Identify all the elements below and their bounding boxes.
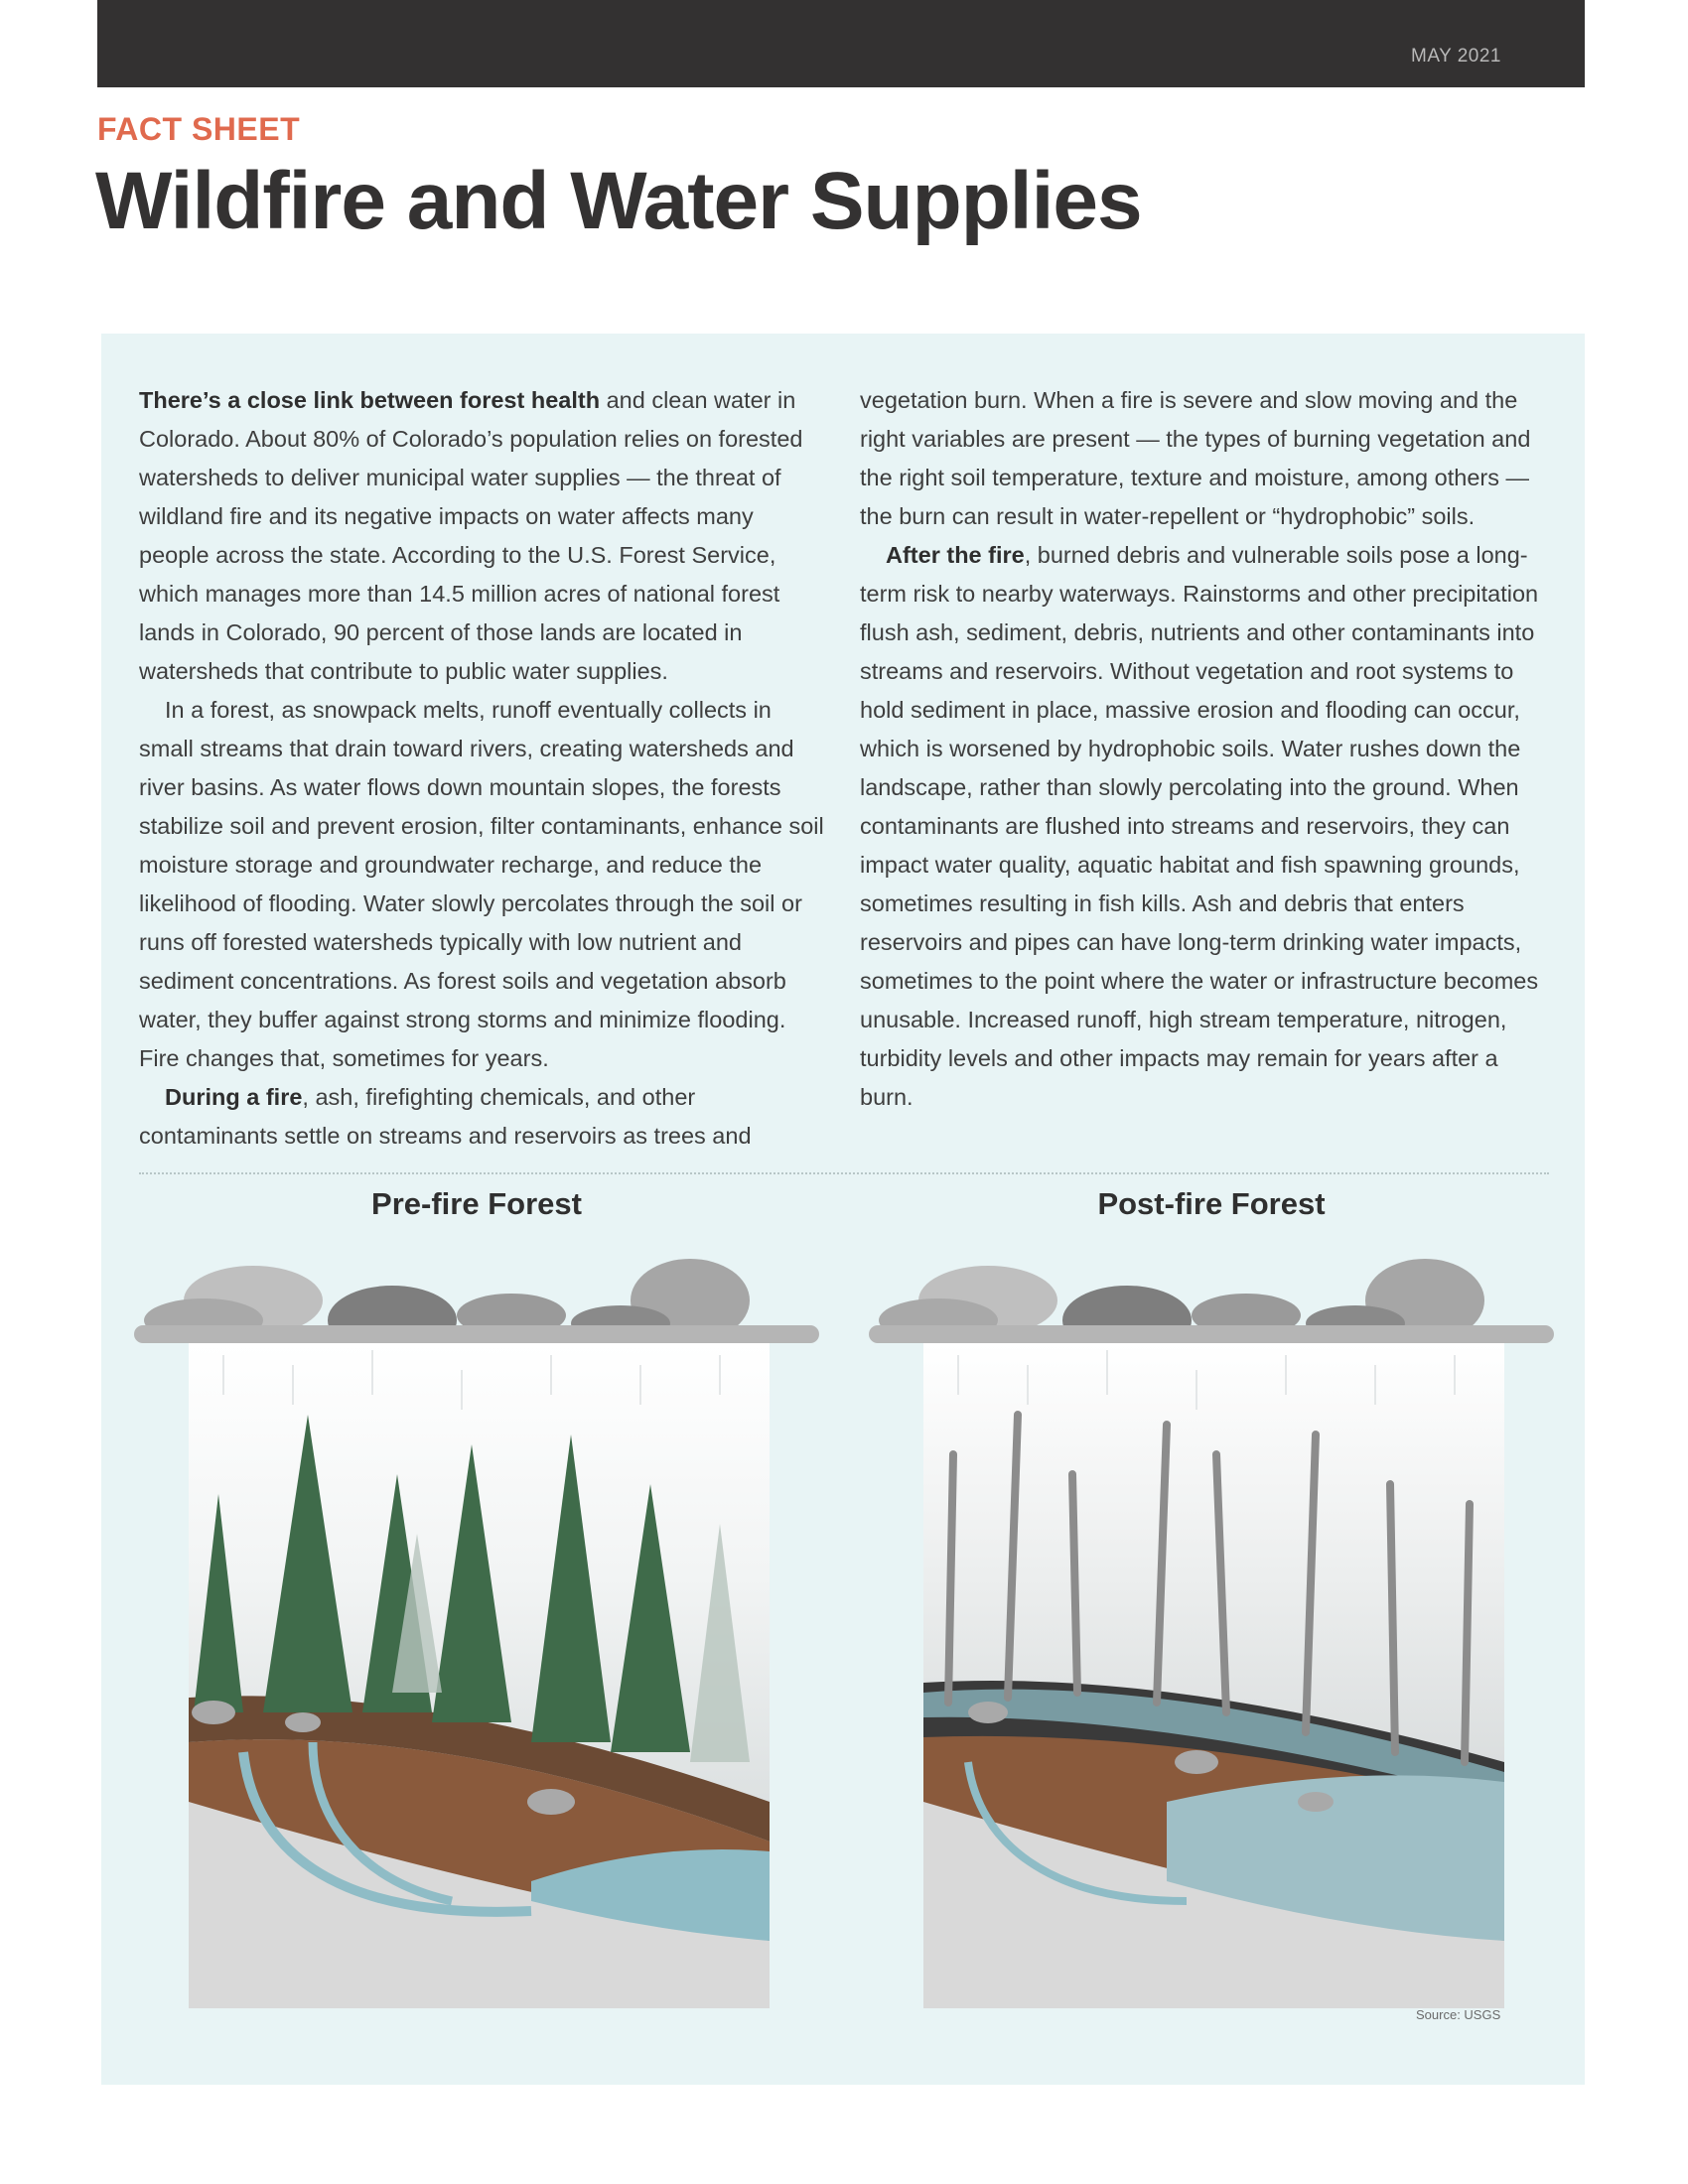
image-source: Source: USGS — [1416, 2007, 1501, 2022]
lead-after-fire: After the fire — [886, 542, 1025, 568]
cloud-icon — [134, 1259, 819, 1355]
text-column-left — [139, 381, 826, 1156]
kicker-label: FACT SHEET — [97, 111, 301, 147]
pre-fire-illustration — [134, 1246, 829, 2010]
section-divider — [139, 1172, 1549, 1174]
paragraph-intro — [139, 381, 826, 691]
cloud-icon — [869, 1259, 1554, 1355]
paragraph-after-fire-text: , burned debris and vulnerable soils pose a long-term risk to nearby waterways. Rainstorms and other precipitation flush ash, sediment, debris, nutrients and other contaminants into streams and reservoirs. Without vegetation and root systems to hold sediment in place, massive erosion and flooding can occur, which is worsened by hydrophobic soils. Water rushes down the landscape, rather than slowly percolating into the ground. When contaminants are flushed into streams and reservoirs, they can impact water quality, aquatic habitat and fish spawning grounds, sometimes resulting in fish kills. Ash and debris that enters reservoirs and pipes can have long-term drinking water impacts, sometimes to the point where the water or infrastructure becomes unusable. Increased runoff, high stream temperature, nitrogen, turbidity levels and other impacts may remain for years after a burn. — [860, 542, 1539, 1110]
text-column-right — [860, 381, 1555, 1117]
paragraph-burn: vegetation burn. When a fire is severe and slow moving and the right variables are present — the types of burning vegetation and the right soil temperature, texture and moisture, among others — the burn can result in water-repellent or “hydrophobic” soils. — [860, 387, 1531, 529]
paragraph-after-fire — [860, 536, 1555, 1117]
publication-date: MAY 2021 — [1411, 46, 1501, 67]
paragraph-during-fire — [139, 1078, 826, 1156]
page-title: Wildfire and Water Supplies — [95, 156, 1142, 246]
lead-during-fire: During a fire — [165, 1084, 303, 1110]
post-fire-title: Post-fire Forest — [1097, 1186, 1326, 1221]
post-fire-illustration — [869, 1246, 1564, 2010]
header-bar — [97, 0, 1585, 87]
paragraph-during-fire-text: , ash, firefighting chemicals, and other contaminants settle on streams and reservoirs as trees and — [139, 1084, 752, 1149]
lead-intro: There’s a close link between forest health — [139, 387, 601, 413]
paragraph-intro-text: and clean water in Colorado. About 80% of Colorado’s population relies on forested watersheds to deliver municipal water supplies — the threat of wildland fire and its negative impacts on water affects many people across the state. According to the U.S. Forest Service, which manages more than 14.5 million acres of national forest lands in Colorado, 90 percent of those lands are located in watersheds that contribute to public water supplies. — [139, 387, 803, 684]
paragraph-forest: In a forest, as snowpack melts, runoff eventually collects in small streams that drain toward rivers, creating watersheds and river basins. As water flows down mountain slopes, the forests stabilize soil and prevent erosion, filter contaminants, enhance soil moisture storage and groundwater recharge, and reduce the likelihood of flooding. Water slowly percolates through the soil or runs off forested watersheds typically with low nutrient and sediment concentrations. As forest soils and vegetation absorb water, they buffer against strong storms and minimize flooding. Fire changes that, sometimes for years. — [139, 697, 824, 1071]
pre-fire-title: Pre-fire Forest — [371, 1186, 582, 1221]
